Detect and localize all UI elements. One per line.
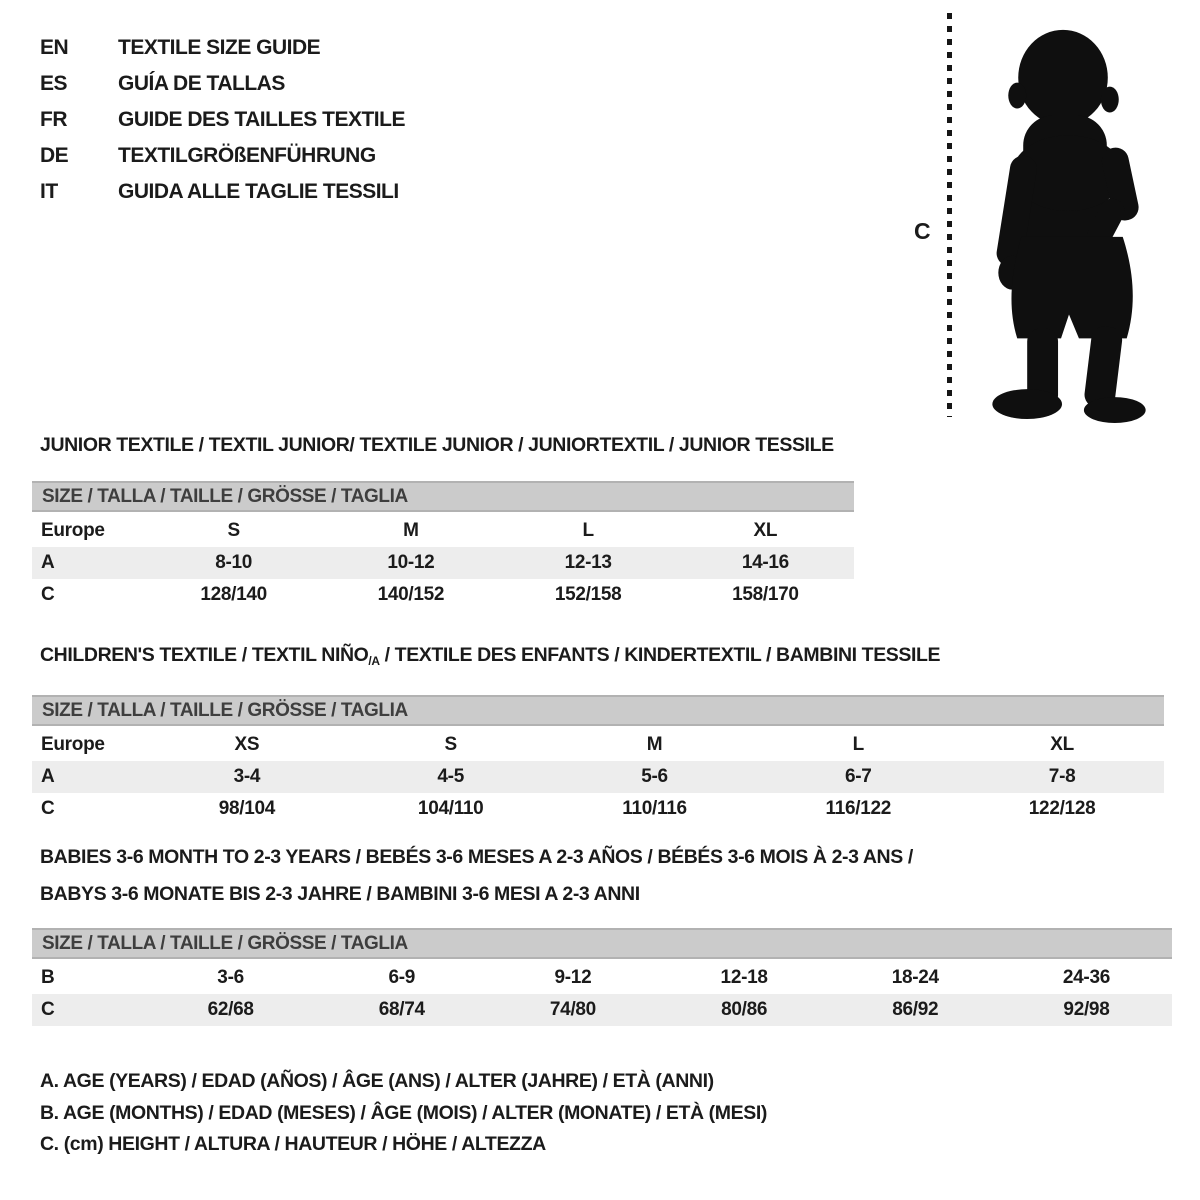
row-label: A <box>41 552 55 573</box>
lang-title: TEXTILGRÖßENFÜHRUNG <box>118 144 376 167</box>
size-cell: S <box>444 734 457 755</box>
legend-line-a: A. AGE (YEARS) / EDAD (AÑOS) / ÂGE (ANS) / ALTER (JAHRE) / ETÀ (ANNI) <box>40 1070 714 1092</box>
section-babies-textile <box>32 846 1172 1026</box>
row-label: Europe <box>41 734 105 755</box>
lang-code: EN <box>40 36 69 59</box>
months-cell: 6-9 <box>388 967 416 988</box>
age-cell: 8-10 <box>215 552 253 573</box>
months-cell: 18-24 <box>891 967 939 988</box>
height-cell: 128/140 <box>200 584 267 605</box>
size-header-bar: SIZE / TALLA / TAILLE / GRÖSSE / TAGLIA <box>32 928 1172 959</box>
table-row-age <box>32 761 1164 793</box>
section-junior-textile <box>32 434 854 611</box>
row-label: Europe <box>41 520 105 541</box>
lang-title: GUÍA DE TALLAS <box>118 72 285 95</box>
height-cell: 122/128 <box>1028 798 1096 819</box>
months-cell: 9-12 <box>554 967 592 988</box>
height-measure-dashed-line <box>947 13 952 417</box>
measure-label-c: C <box>914 218 931 244</box>
age-cell: 4-5 <box>437 766 464 787</box>
height-cell: 152/158 <box>554 584 622 605</box>
age-cell: 5-6 <box>641 766 668 787</box>
toddler-silhouette-icon <box>962 6 1172 424</box>
title-part: / TEXTILE DES ENFANTS / KINDERTEXTIL / BAMBINI TESSILE <box>379 644 941 666</box>
title-part: CHILDREN'S TEXTILE / TEXTIL NIÑO <box>40 644 369 666</box>
height-cell: 158/170 <box>732 584 799 605</box>
lang-row-it <box>40 174 405 210</box>
height-figure <box>900 0 1190 440</box>
size-cell: XS <box>234 734 260 755</box>
height-cell: 62/68 <box>207 999 254 1020</box>
lang-row-de <box>40 138 405 174</box>
table-row-europe <box>32 515 854 547</box>
language-title-block <box>40 30 405 210</box>
table-row-height <box>32 579 854 611</box>
section-childrens-textile <box>32 644 1164 825</box>
lang-title: GUIDA ALLE TAGLIE TESSILI <box>118 180 399 203</box>
section-title-line1: BABIES 3-6 MONTH TO 2-3 YEARS / BEBÉS 3-6 MESES A 2-3 AÑOS / BÉBÉS 3-6 MOIS À 2-3 ANS / <box>40 846 913 868</box>
height-cell: 80/86 <box>721 999 768 1020</box>
section-title-line2: BABYS 3-6 MONATE BIS 2-3 JAHRE / BAMBINI 3-6 MESI A 2-3 ANNI <box>40 883 640 905</box>
title-subscript: /A <box>368 654 380 668</box>
size-header-bar: SIZE / TALLA / TAILLE / GRÖSSE / TAGLIA <box>32 481 854 512</box>
table-row-height <box>32 793 1164 825</box>
lang-row-en <box>40 30 405 66</box>
section-title <box>32 644 1164 673</box>
babies-table <box>32 962 1172 1026</box>
age-cell: 6-7 <box>845 766 872 787</box>
lang-row-fr <box>40 102 405 138</box>
months-cell: 12-18 <box>720 967 768 988</box>
row-label: C <box>41 999 55 1020</box>
lang-code: DE <box>40 144 69 167</box>
height-cell: 116/122 <box>825 798 892 819</box>
row-label: C <box>41 798 55 819</box>
size-cell: M <box>403 520 419 541</box>
age-cell: 10-12 <box>387 552 435 573</box>
table-row-age <box>32 547 854 579</box>
size-cell: XL <box>1050 734 1074 755</box>
row-label: A <box>41 766 55 787</box>
lang-code: ES <box>40 72 68 95</box>
size-cell: M <box>646 734 663 755</box>
size-cell: L <box>582 520 594 541</box>
height-cell: 68/74 <box>378 999 425 1020</box>
lang-row-es <box>40 66 405 102</box>
legend-block <box>40 1066 767 1161</box>
junior-table <box>32 515 854 611</box>
table-row-europe <box>32 729 1164 761</box>
age-cell: 7-8 <box>1048 766 1076 787</box>
size-header-bar: SIZE / TALLA / TAILLE / GRÖSSE / TAGLIA <box>32 695 1164 726</box>
height-cell: 92/98 <box>1063 999 1110 1020</box>
legend-line-c: C. (cm) HEIGHT / ALTURA / HAUTEUR / HÖHE / ALTEZZA <box>40 1133 546 1155</box>
lang-code: IT <box>40 180 58 203</box>
lang-title: TEXTILE SIZE GUIDE <box>118 36 321 59</box>
table-row-height <box>32 994 1172 1026</box>
age-cell: 14-16 <box>741 552 789 573</box>
age-cell: 12-13 <box>564 552 612 573</box>
months-cell: 24-36 <box>1062 967 1110 988</box>
row-label: C <box>41 584 55 605</box>
lang-title: GUIDE DES TAILLES TEXTILE <box>118 108 405 131</box>
height-cell: 86/92 <box>892 999 939 1020</box>
children-table <box>32 729 1164 825</box>
height-cell: 110/116 <box>622 798 687 819</box>
table-row-months <box>32 962 1172 994</box>
height-cell: 140/152 <box>377 584 445 605</box>
months-cell: 3-6 <box>217 967 244 988</box>
height-cell: 98/104 <box>218 798 276 819</box>
size-cell: XL <box>753 520 778 541</box>
section-title: JUNIOR TEXTILE / TEXTIL JUNIOR/ TEXTILE JUNIOR / JUNIORTEXTIL / JUNIOR TESSILE <box>40 434 834 456</box>
lang-code: FR <box>40 108 67 131</box>
size-cell: S <box>227 520 240 541</box>
height-cell: 74/80 <box>549 999 596 1020</box>
row-label: B <box>41 967 55 988</box>
age-cell: 3-4 <box>233 766 261 787</box>
size-cell: L <box>852 734 864 755</box>
legend-line-b: B. AGE (MONTHS) / EDAD (MESES) / ÂGE (MOIS) / ALTER (MONATE) / ETÀ (MESI) <box>40 1101 767 1124</box>
height-cell: 104/110 <box>417 798 484 819</box>
